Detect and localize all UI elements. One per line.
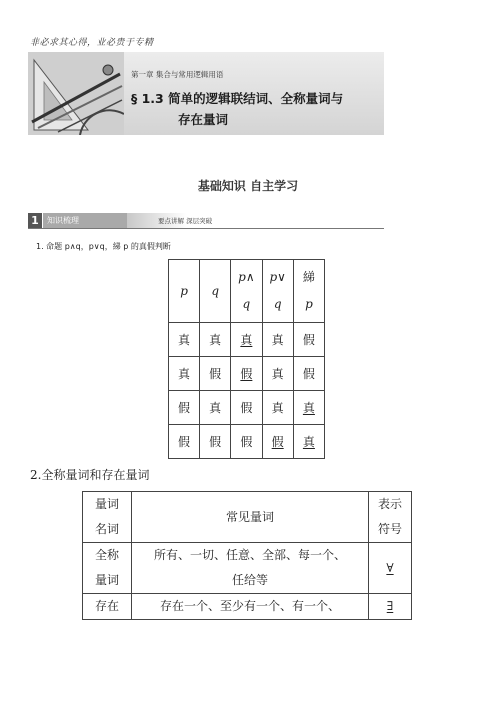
truth-table-cell: 真 [169, 323, 200, 357]
quantifier-row-universal [83, 543, 412, 594]
truth-table-cell: 真 [200, 323, 231, 357]
truth-table-cell: 假 [231, 391, 262, 425]
item-2-heading: 2.全称量词和存在量词 [30, 468, 150, 482]
quantifier-symbol: ∃ [369, 594, 412, 620]
truth-table-cell: 真 [262, 357, 293, 391]
item-1-heading: 1. 命题 p∧q，p∨q，綈 p 的真假判断 [36, 242, 171, 251]
quantifier-table [82, 491, 412, 620]
section-subtitle: 要点讲解 深层突破 [158, 217, 213, 225]
truth-table-cell: 假 [200, 357, 231, 391]
truth-table-header-cell: p [169, 260, 200, 323]
subheading: 基础知识 自主学习 [197, 179, 299, 193]
section-bar [28, 213, 384, 229]
truth-table-header-cell: 綈 p [293, 260, 324, 323]
section-title-line1: § 1.3 简单的逻辑联结词、全称量词与 [131, 91, 344, 106]
quantifier-symbol: ∀ [369, 543, 412, 594]
truth-table-header-cell: p∧ q [231, 260, 262, 323]
section-title-line2: 存在量词 [178, 112, 229, 127]
truth-table-row [169, 391, 325, 425]
truth-table-cell: 假 [200, 425, 231, 459]
quantifier-table-header [83, 492, 412, 543]
chapter-banner [28, 52, 384, 135]
truth-table-header [169, 260, 325, 323]
truth-table-cell: 真 [293, 425, 324, 459]
truth-table-cell: 真 [169, 357, 200, 391]
quantifier-header-symbol: 表示 符号 [369, 492, 412, 543]
quantifier-name: 全称 量词 [83, 543, 132, 594]
truth-table-row [169, 425, 325, 459]
chapter-label: 第一章 集合与常用逻辑用语 [131, 70, 224, 79]
truth-table-header-cell: q [200, 260, 231, 323]
quantifier-words: 存在一个、至少有一个、有一个、 [132, 594, 369, 620]
truth-table-cell: 假 [231, 425, 262, 459]
quantifier-words: 所有、一切、任意、全部、每一个、 任给等 [132, 543, 369, 594]
truth-table-cell: 假 [293, 357, 324, 391]
quantifier-row-existential [83, 594, 412, 620]
truth-table-cell: 假 [293, 323, 324, 357]
truth-table [168, 259, 325, 459]
truth-table-cell: 假 [262, 425, 293, 459]
truth-table-cell: 假 [169, 425, 200, 459]
truth-table-cell: 真 [200, 391, 231, 425]
truth-table-cell: 假 [231, 357, 262, 391]
section-label: 知识梳理 [43, 213, 127, 228]
page-motto: 非必求其心得，业必贵于专精 [30, 38, 154, 48]
quantifier-header-name: 量词 名词 [83, 492, 132, 543]
quantifier-header-words: 常见量词 [132, 492, 369, 543]
truth-table-row [169, 323, 325, 357]
truth-table-cell: 真 [293, 391, 324, 425]
drafting-tools-illustration [28, 52, 124, 135]
truth-table-cell: 真 [262, 391, 293, 425]
truth-table-cell: 真 [231, 323, 262, 357]
truth-table-header-cell: p∨ q [262, 260, 293, 323]
truth-table-row [169, 357, 325, 391]
section-number: 1 [28, 213, 42, 228]
truth-table-cell: 假 [169, 391, 200, 425]
quantifier-name: 存在 [83, 594, 132, 620]
truth-table-cell: 真 [262, 323, 293, 357]
